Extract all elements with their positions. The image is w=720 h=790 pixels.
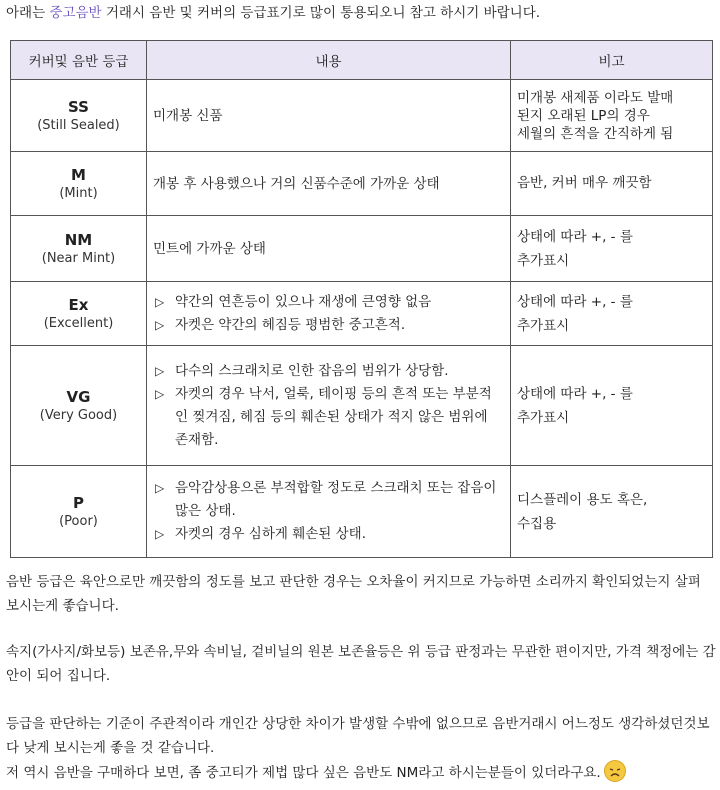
content-text: 민트에 가까운 상태 xyxy=(153,240,266,257)
grade-code: Ex xyxy=(68,295,89,314)
note-line: 추가표시 xyxy=(517,317,570,334)
triangle-bullet-icon: ▷ xyxy=(155,481,165,495)
grade-cell xyxy=(11,80,147,152)
grade-name: (Poor) xyxy=(59,513,98,529)
list-item-text: 음악감상용으론 부적합할 정도로 스크래치 또는 잡음이 많은 상태. xyxy=(175,480,497,519)
content-text: 미개봉 신품 xyxy=(153,107,223,124)
table-row xyxy=(11,216,713,282)
content-list xyxy=(153,360,504,452)
header-note: 비고 xyxy=(511,41,713,80)
note-line: 상태에 따라 +, - 를 xyxy=(517,293,633,310)
note-cell xyxy=(511,346,713,466)
list-item-text: 약간의 연흔등이 있으나 재생에 큰영향 없음 xyxy=(175,293,432,310)
content-cell xyxy=(147,466,511,558)
grade-cell xyxy=(11,152,147,216)
content-cell xyxy=(147,216,511,282)
personal-note-text: 저 역시 음반을 구매하다 보면, 좀 중고티가 제법 많다 싶은 음반도 NM라고 하시는분들이 있더라구요. xyxy=(6,765,601,781)
note-line: 추가표시 xyxy=(517,409,570,426)
note-cell xyxy=(511,466,713,558)
triangle-bullet-icon: ▷ xyxy=(155,527,165,541)
note-line: 음반, 커버 매우 깨끗함 xyxy=(517,175,652,191)
note-cell xyxy=(511,152,713,216)
grade-code: SS xyxy=(68,97,89,116)
list-item-text: 자켓의 경우 낙서, 얼룩, 테이핑 등의 흔적 또는 부분적인 찢겨짐, 헤짐 등의 훼손된 상태가 적지 않은 범위에 존재함. xyxy=(175,385,492,448)
note-cell xyxy=(511,282,713,346)
note-line: 상태에 따라 +, - 를 xyxy=(517,385,633,402)
note-cell xyxy=(511,216,713,282)
table-row xyxy=(11,80,713,152)
note-line: 상태에 따라 +, - 를 xyxy=(517,228,633,245)
list-item xyxy=(153,523,504,546)
header-row xyxy=(11,41,713,80)
header-grade: 커버및 음반 등급 xyxy=(11,41,147,80)
content-cell xyxy=(147,152,511,216)
grade-code: M xyxy=(71,165,86,184)
grade-name: (Excellent) xyxy=(43,315,114,331)
header-content: 내용 xyxy=(147,41,511,80)
content-cell xyxy=(147,282,511,346)
table-row xyxy=(11,466,713,558)
table-row xyxy=(11,346,713,466)
note-line: 세월의 흔적을 간직하게 됨 xyxy=(517,125,674,142)
note-line: 된지 오래된 LP의 경우 xyxy=(517,107,650,124)
content-list xyxy=(153,477,504,546)
list-item-text: 다수의 스크래치로 인한 잡음의 범위가 상당함. xyxy=(175,362,449,379)
list-item xyxy=(153,383,504,452)
triangle-bullet-icon: ▷ xyxy=(155,363,165,378)
content-cell xyxy=(147,346,511,466)
list-item-text: 자켓의 경우 심하게 훼손된 상태. xyxy=(175,526,366,542)
intro-highlight: 중고음반 xyxy=(49,5,102,21)
triangle-bullet-icon: ▷ xyxy=(155,317,165,332)
note-line: 추가표시 xyxy=(517,252,570,269)
intro-part1: 아래는 xyxy=(6,5,50,21)
note-line: 수집용 xyxy=(517,515,557,532)
list-item-text: 자켓은 약간의 헤짐등 평범한 중고흔적. xyxy=(175,316,406,333)
table-row xyxy=(11,152,713,216)
paragraph-subjective-note: 등급을 판단하는 기준이 주관적이라 개인간 상당한 차이가 발생할 수밖에 없으므로 음반거래시 어느정도 생각하셨던것보다 낮게 보시는게 좋을 것 같습니다. xyxy=(6,716,710,756)
content-text: 개봉 후 사용했으나 거의 신품수준에 가까운 상태 xyxy=(153,175,440,192)
grade-name: (Still Sealed) xyxy=(37,117,120,133)
list-item xyxy=(153,477,504,523)
list-item xyxy=(153,314,504,337)
grade-name: (Very Good) xyxy=(39,407,118,423)
note-line: 디스플레이 용도 혹은, xyxy=(517,491,648,508)
table-row xyxy=(11,282,713,346)
note-line: 미개봉 새제품 이라도 발매 xyxy=(517,89,674,106)
paragraph-grading-note: 음반 등급은 육안으로만 깨끗함의 정도를 보고 판단한 경우는 오차율이 커지므로 가능하면 소리까지 확인되었는지 살펴 보시는게 좋습니다. xyxy=(6,574,701,614)
content-list xyxy=(153,291,504,337)
content-cell xyxy=(147,80,511,152)
paragraph-insert-note: 속지(가사지/화보등) 보존유,무와 속비닐, 겉비닐의 원본 보존율등은 위 등급 판정과는 무관한 편이지만, 가격 책정에는 감안이 되어 집니다. xyxy=(6,644,716,684)
grade-code: P xyxy=(73,493,84,512)
grade-table xyxy=(10,40,713,558)
triangle-bullet-icon: ▷ xyxy=(155,294,165,309)
grade-name: (Near Mint) xyxy=(41,250,116,266)
grade-cell xyxy=(11,216,147,282)
note-cell xyxy=(511,80,713,152)
triangle-bullet-icon: ▷ xyxy=(155,386,165,401)
grade-code: VG xyxy=(66,387,91,406)
paragraph-personal-note xyxy=(6,760,716,785)
grade-cell xyxy=(11,282,147,346)
intro-part2: 거래시 음반 및 커버의 등급표기로 많이 통용되오니 참고 하시기 바랍니다. xyxy=(101,5,541,21)
list-item xyxy=(153,360,504,383)
grade-code: NM xyxy=(64,230,93,249)
list-item xyxy=(153,291,504,314)
sad-face-icon xyxy=(604,760,626,782)
intro-text xyxy=(6,4,716,22)
grade-cell xyxy=(11,466,147,558)
grade-cell xyxy=(11,346,147,466)
grade-name: (Mint) xyxy=(59,185,98,201)
